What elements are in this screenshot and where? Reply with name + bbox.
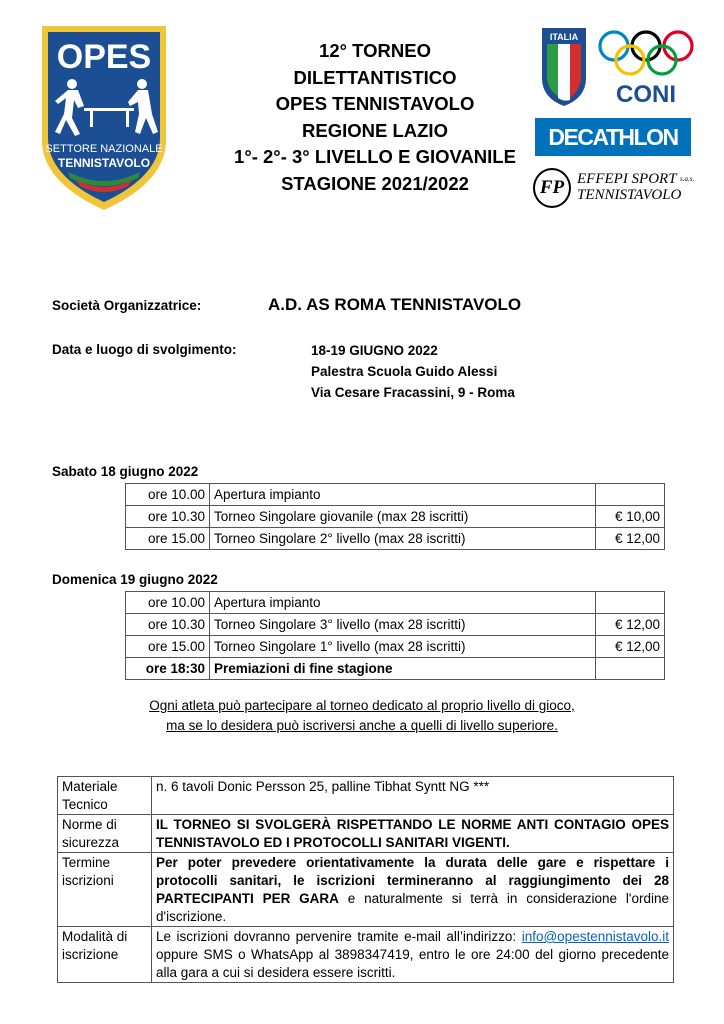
schedule-desc: Torneo Singolare 2° livello (max 28 iscritti) bbox=[210, 528, 596, 550]
effepi-line2: TENNISTAVOLO bbox=[577, 187, 682, 203]
schedule-time: ore 10.30 bbox=[126, 614, 210, 636]
note-line-1: Ogni atleta può partecipare al torneo dedicato al proprio livello di gioco, bbox=[149, 698, 575, 713]
organizer-label: Società Organizzatrice: bbox=[52, 298, 202, 313]
table-row bbox=[126, 592, 665, 614]
schedule-desc: Torneo Singolare 1° livello (max 28 iscritti) bbox=[210, 636, 596, 658]
mode-text-2: oppure SMS o WhatsApp al 3898347419, entro le ore 24:00 del giorno precedente alla gara a cui si desidera essere iscritti. bbox=[156, 947, 669, 980]
deadline-rest-text: e naturalmente si terrà in considerazione l'ordine d'iscrizione. bbox=[156, 891, 669, 924]
effepi-line1: EFFEPI SPORT bbox=[577, 171, 677, 187]
table-row bbox=[126, 528, 665, 550]
opes-logo-line2: TENNISTAVOLO bbox=[57, 156, 151, 170]
saturday-schedule-table bbox=[125, 483, 665, 550]
schedule-desc: Premiazioni di fine stagione bbox=[210, 658, 596, 680]
title-line-4: REGIONE LAZIO bbox=[302, 119, 448, 141]
schedule-desc: Torneo Singolare giovanile (max 28 iscritti) bbox=[210, 506, 596, 528]
schedule-price bbox=[596, 658, 665, 680]
schedule-time: ore 10.00 bbox=[126, 592, 210, 614]
schedule-price: € 12,00 bbox=[596, 528, 665, 550]
table-row bbox=[126, 636, 665, 658]
schedule-time: ore 18:30 bbox=[126, 658, 210, 680]
rule-label: Norme di sicurezza bbox=[58, 815, 152, 853]
coni-logo-country: ITALIA bbox=[549, 32, 579, 42]
rule-label: Modalità di iscrizione bbox=[58, 927, 152, 983]
opes-logo-name: OPES bbox=[56, 38, 152, 76]
deadline-bold-text: Per poter prevedere orientativamente la durata delle gare e rispettare i protocolli sanitari, le iscrizioni termineranno al raggiungimento dei 28 PARTECIPANTI PER GARA bbox=[156, 855, 669, 906]
schedule-desc: Apertura impianto bbox=[210, 592, 596, 614]
schedule-desc: Torneo Singolare 3° livello (max 28 iscritti) bbox=[210, 614, 596, 636]
date-value: 18-19 GIUGNO 2022 bbox=[311, 343, 438, 358]
sunday-heading: Domenica 19 giugno 2022 bbox=[52, 572, 218, 587]
opes-logo-line1: SETTORE NAZIONALE bbox=[45, 143, 163, 155]
venue-address: Via Cesare Fracassini, 9 - Roma bbox=[311, 385, 515, 400]
rule-text: n. 6 tavoli Donic Persson 25, palline Tibhat Syntt NG *** bbox=[152, 777, 674, 815]
date-label: Data e luogo di svolgimento: bbox=[52, 342, 237, 357]
table-row bbox=[126, 658, 665, 680]
effepi-sas: s.a.s. bbox=[680, 175, 695, 183]
saturday-heading: Sabato 18 giugno 2022 bbox=[52, 464, 199, 479]
effepi-monogram: FP bbox=[533, 168, 571, 208]
rule-text bbox=[152, 853, 674, 927]
decathlon-logo: DECATHLON bbox=[535, 118, 691, 156]
date-venue-block bbox=[311, 340, 515, 403]
venue-name: Palestra Scuola Guido Alessi bbox=[311, 364, 498, 379]
rule-label: Termine iscrizioni bbox=[58, 853, 152, 927]
schedule-price bbox=[596, 484, 665, 506]
participation-note bbox=[0, 696, 724, 736]
schedule-price: € 12,00 bbox=[596, 614, 665, 636]
effepi-wordmark bbox=[577, 171, 694, 203]
table-row bbox=[58, 777, 674, 815]
title-line-5: 1°- 2°- 3° LIVELLO E GIOVANILE bbox=[234, 146, 516, 167]
title-line-6: STAGIONE 2021/2022 bbox=[281, 172, 469, 194]
schedule-time: ore 15.00 bbox=[126, 636, 210, 658]
schedule-time: ore 15.00 bbox=[126, 528, 210, 550]
table-row bbox=[58, 853, 674, 927]
coni-logo bbox=[538, 26, 696, 108]
opes-shield-logo bbox=[38, 22, 170, 212]
table-row bbox=[126, 614, 665, 636]
table-row bbox=[58, 927, 674, 983]
rule-text bbox=[152, 927, 674, 983]
note-line-2: ma se lo desidera può iscriversi anche a quelli di livello superiore. bbox=[166, 718, 558, 733]
table-row bbox=[126, 506, 665, 528]
table-row bbox=[126, 484, 665, 506]
rule-label: Materiale Tecnico bbox=[58, 777, 152, 815]
sunday-schedule-table bbox=[125, 591, 665, 680]
schedule-price bbox=[596, 592, 665, 614]
title-line-1: 12° TORNEO bbox=[319, 40, 431, 61]
coni-logo-name: CONI bbox=[616, 81, 676, 108]
effepi-sport-logo bbox=[533, 168, 713, 208]
schedule-time: ore 10.30 bbox=[126, 506, 210, 528]
organizer-value: A.D. AS ROMA TENNISTAVOLO bbox=[268, 295, 522, 314]
rules-table bbox=[57, 776, 674, 983]
title-line-2: DILETTANTISTICO bbox=[293, 66, 457, 88]
schedule-price: € 10,00 bbox=[596, 506, 665, 528]
table-row bbox=[58, 815, 674, 853]
tournament-title bbox=[210, 38, 540, 197]
email-link[interactable]: info@opestennistavolo.it bbox=[521, 929, 669, 944]
title-line-3: OPES TENNISTAVOLO bbox=[275, 93, 475, 114]
mode-text-1: Le iscrizioni dovranno pervenire tramite e-mail all’indirizzo: bbox=[156, 929, 522, 944]
schedule-price: € 12,00 bbox=[596, 636, 665, 658]
schedule-time: ore 10.00 bbox=[126, 484, 210, 506]
rule-text: IL TORNEO SI SVOLGERÀ RISPETTANDO LE NORME ANTI CONTAGIO OPES TENNISTAVOLO ED I PROTOCOLLI SANITARI VIGENTI. bbox=[152, 815, 674, 853]
schedule-desc: Apertura impianto bbox=[210, 484, 596, 506]
